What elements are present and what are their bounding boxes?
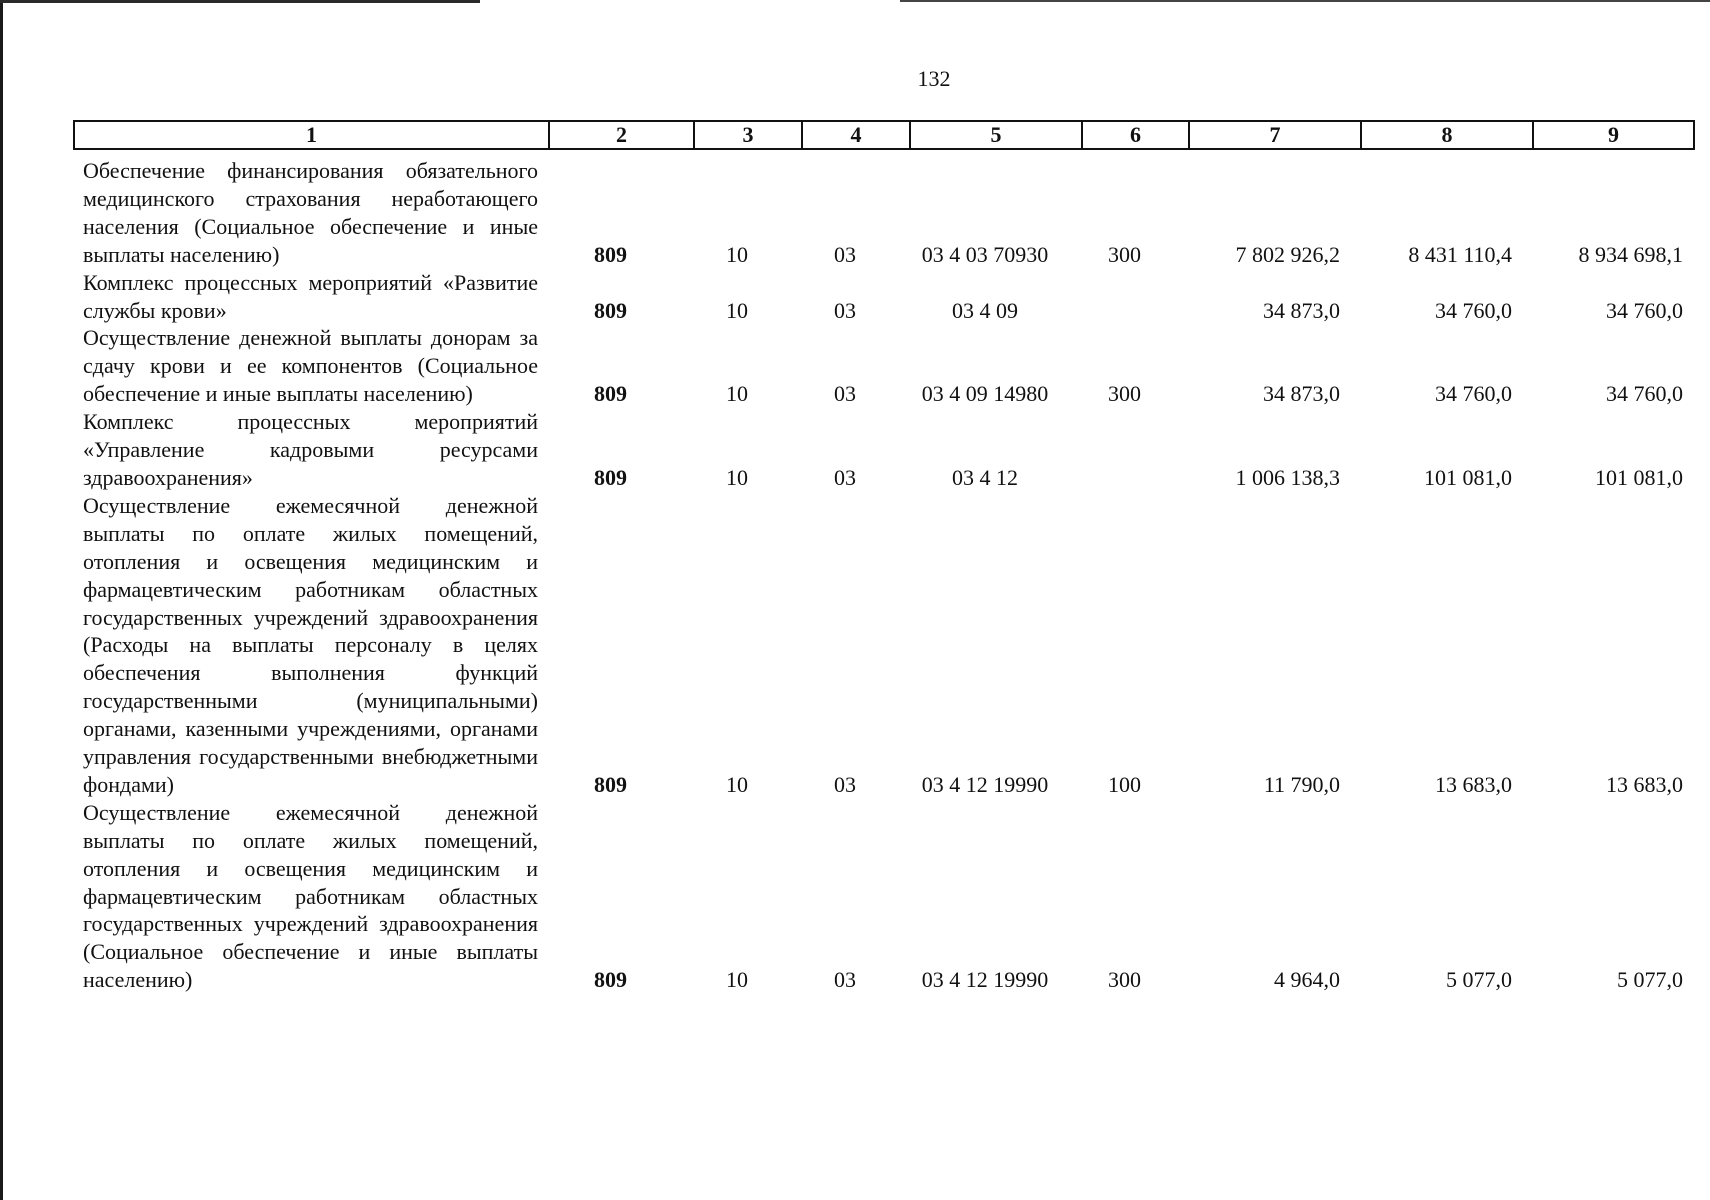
column-header-9: 9 (1533, 121, 1694, 149)
row-amount-1: 7 802 926,2 (1235, 241, 1340, 267)
table-body (73, 157, 1693, 994)
row-section: 10 (726, 241, 748, 267)
scan-border-top-right (900, 0, 1710, 2)
table-row (73, 269, 1693, 325)
row-name: Обеспечение финансирования обязательного медицинского страхования неработающего населения (Социальное обеспечение и иные выплаты населению) (83, 158, 538, 267)
row-target-article: 03 4 03 70930 (921, 241, 1049, 267)
row-section: 10 (726, 381, 748, 407)
column-header-7: 7 (1189, 121, 1361, 149)
row-subsection: 03 (834, 967, 856, 993)
row-amount-3: 5 077,0 (1617, 967, 1683, 993)
row-target-article: 03 4 12 19990 (921, 771, 1049, 797)
row-code: 809 (594, 241, 627, 267)
column-header-2: 2 (549, 121, 694, 149)
page-number: 132 (917, 66, 951, 91)
row-code: 809 (594, 297, 627, 323)
row-code: 809 (594, 771, 627, 797)
row-amount-1: 34 873,0 (1263, 297, 1340, 323)
row-amount-3: 13 683,0 (1606, 771, 1683, 797)
row-name: Комплекс процессных мероприятий «Развитие службы крови» (83, 269, 538, 323)
row-subsection: 03 (834, 771, 856, 797)
table-row (73, 799, 1693, 994)
row-amount-3: 8 934 698,1 (1578, 241, 1683, 267)
row-expense-type: 100 (1108, 771, 1141, 797)
column-header-table (73, 120, 1695, 150)
row-amount-1: 4 964,0 (1274, 967, 1340, 993)
row-name: Осуществление ежемесячной денежной выплаты по оплате жилых помещений, отопления и освещения медицинским и фармацевтическим работникам областных государственных учреждений здравоохранения (Расходы на выплаты персоналу в целях обеспечения выполнения функций государственными (муниципальными) органами, казенными учреждениями, органами управления государственными внебюджетными фондами) (83, 492, 538, 797)
column-header-3: 3 (694, 121, 802, 149)
table-row (73, 324, 1693, 408)
row-amount-3: 34 760,0 (1606, 297, 1683, 323)
row-expense-type: 300 (1108, 241, 1141, 267)
column-header-5: 5 (910, 121, 1082, 149)
row-section: 10 (726, 297, 748, 323)
table-row (73, 492, 1693, 799)
row-subsection: 03 (834, 381, 856, 407)
row-code: 809 (594, 967, 627, 993)
row-code: 809 (594, 464, 627, 490)
row-amount-3: 101 081,0 (1595, 464, 1683, 490)
row-code: 809 (594, 381, 627, 407)
row-amount-2: 5 077,0 (1446, 967, 1512, 993)
column-header-6: 6 (1082, 121, 1189, 149)
table-row (73, 157, 1693, 269)
row-target-article: 03 4 12 (952, 464, 1018, 490)
row-amount-2: 34 760,0 (1435, 297, 1512, 323)
row-target-article: 03 4 09 14980 (921, 381, 1049, 407)
column-header-row (74, 121, 1694, 149)
row-target-article: 03 4 09 (952, 297, 1018, 323)
row-target-article: 03 4 12 19990 (921, 967, 1049, 993)
row-name: Осуществление денежной выплаты донорам за сдачу крови и ее компонентов (Социальное обеспечение и иные выплаты населению) (83, 325, 538, 407)
row-section: 10 (726, 771, 748, 797)
row-section: 10 (726, 967, 748, 993)
row-amount-2: 8 431 110,4 (1408, 241, 1512, 267)
column-header-8: 8 (1361, 121, 1533, 149)
row-amount-3: 34 760,0 (1606, 381, 1683, 407)
row-subsection: 03 (834, 464, 856, 490)
column-header-4: 4 (802, 121, 910, 149)
row-amount-2: 101 081,0 (1424, 464, 1512, 490)
row-name: Комплекс процессных мероприятий «Управление кадровыми ресурсами здравоохранения» (83, 409, 538, 490)
row-amount-2: 34 760,0 (1435, 381, 1512, 407)
row-amount-1: 34 873,0 (1263, 381, 1340, 407)
row-amount-1: 1 006 138,3 (1235, 464, 1340, 490)
row-subsection: 03 (834, 241, 856, 267)
table-row (73, 408, 1693, 492)
row-name: Осуществление ежемесячной денежной выплаты по оплате жилых помещений, отопления и освещения медицинским и фармацевтическим работникам областных государственных учреждений здравоохранения (Социальное обеспечение и иные выплаты населению) (83, 799, 538, 993)
row-expense-type: 300 (1108, 381, 1141, 407)
row-section: 10 (726, 464, 748, 490)
scan-border-top (0, 0, 480, 3)
column-header-1: 1 (74, 121, 549, 149)
scan-border-left (0, 0, 3, 1200)
row-amount-2: 13 683,0 (1435, 771, 1512, 797)
row-subsection: 03 (834, 297, 856, 323)
row-expense-type: 300 (1108, 967, 1141, 993)
row-amount-1: 11 790,0 (1263, 771, 1340, 797)
